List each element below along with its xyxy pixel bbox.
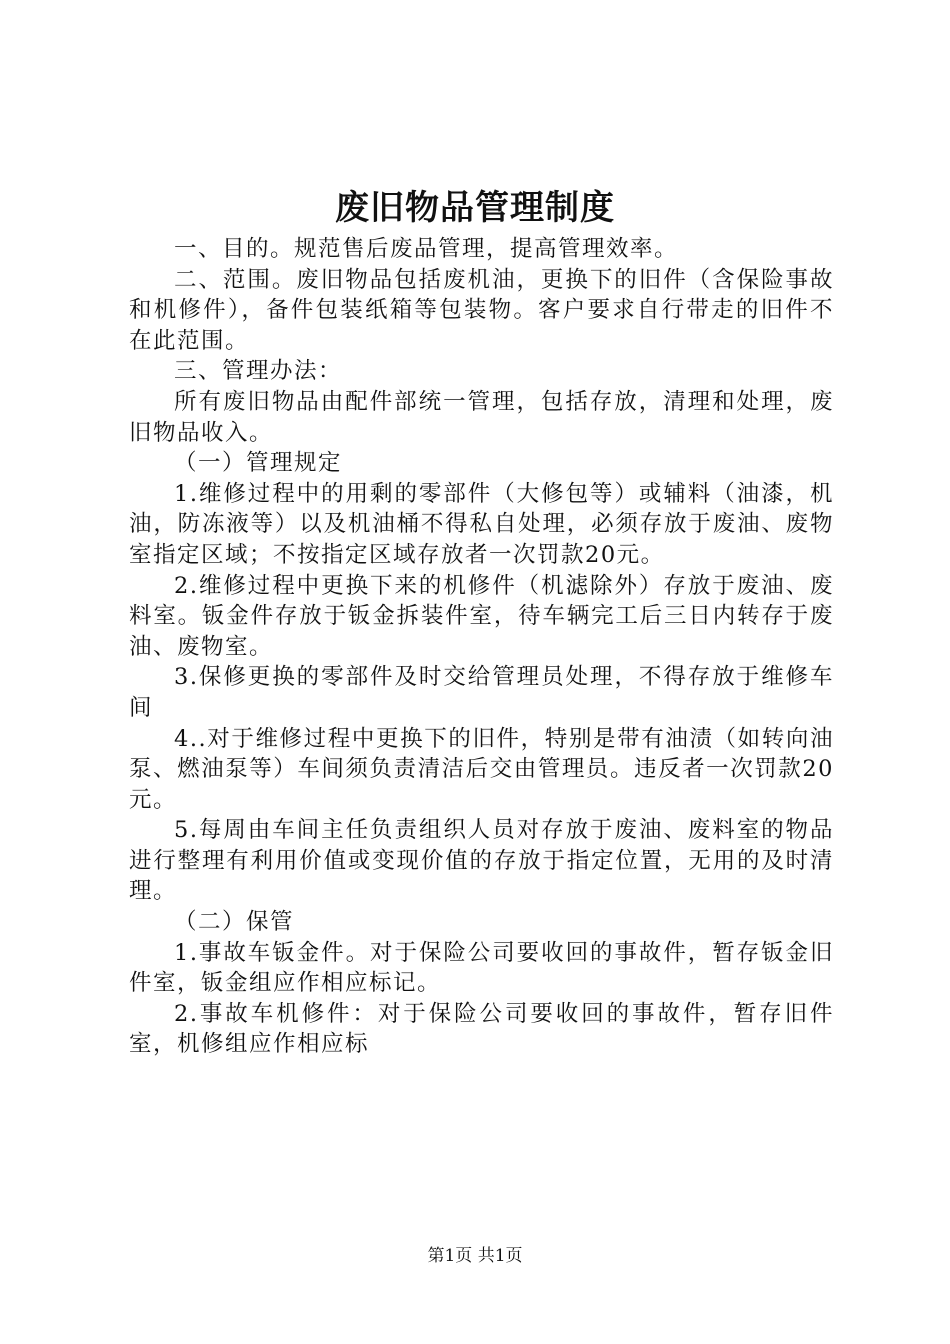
storage-item-1: 1.事故车钣金件。对于保险公司要收回的事故件，暂存钣金旧件室，钣金组应作相应标记。 [129,939,834,997]
section-heading-storage: （二）保管 [174,909,295,936]
rule-item-3: 3.保修更换的零部件及时交给管理员处理，不得存放于维修车间 [129,664,834,721]
paragraph-methods-heading: 三、管理办法： [174,358,343,385]
paragraph-purpose: 一、目的。规范售后废品管理，提高管理效率。 [174,236,679,262]
rule-item-4: 4..对于维修过程中更换下的旧件，特别是带有油渍（如转向油泵、燃油泵等）车间须负责清洁后交由管理员。违反者一次罚款20元。 [129,725,834,813]
document-title: 废旧物品管理制度 [335,188,615,228]
rule-item-1: 1.维修过程中的用剩的零部件（大修包等）或辅料（油漆，机油，防冻液等）以及机油桶不得私自处理，必须存放于废油、废物室指定区域；不按指定区域存放者一次罚款20元。 [129,480,834,568]
paragraph-methods-intro: 所有废旧物品由配件部统一管理，包括存放，清理和处理，废旧物品收入。 [129,388,834,446]
rule-item-2: 2.维修过程中更换下来的机修件（机滤除外）存放于废油、废料室。钣金件存放于钣金拆装件室，待车辆完工后三日内转存于废油、废物室。 [129,572,834,660]
document-body [129,234,834,1060]
section-heading-rules: （一）管理规定 [174,450,343,477]
storage-item-2: 2.事故车机修件：对于保险公司要收回的事故件，暂存旧件室，机修组应作相应标 [129,1000,834,1058]
page-footer: 第1页 共1页 [427,1246,523,1266]
rule-item-5: 5.每周由车间主任负责组织人员对存放于废油、废料室的物品进行整理有利用价值或变现价值的存放于指定位置，无用的及时清理。 [129,817,834,905]
paragraph-scope: 二、范围。废旧物品包括废机油，更换下的旧件（含保险事故和机修件），备件包装纸箱等包装物。客户要求自行带走的旧件不在此范围。 [129,266,834,354]
